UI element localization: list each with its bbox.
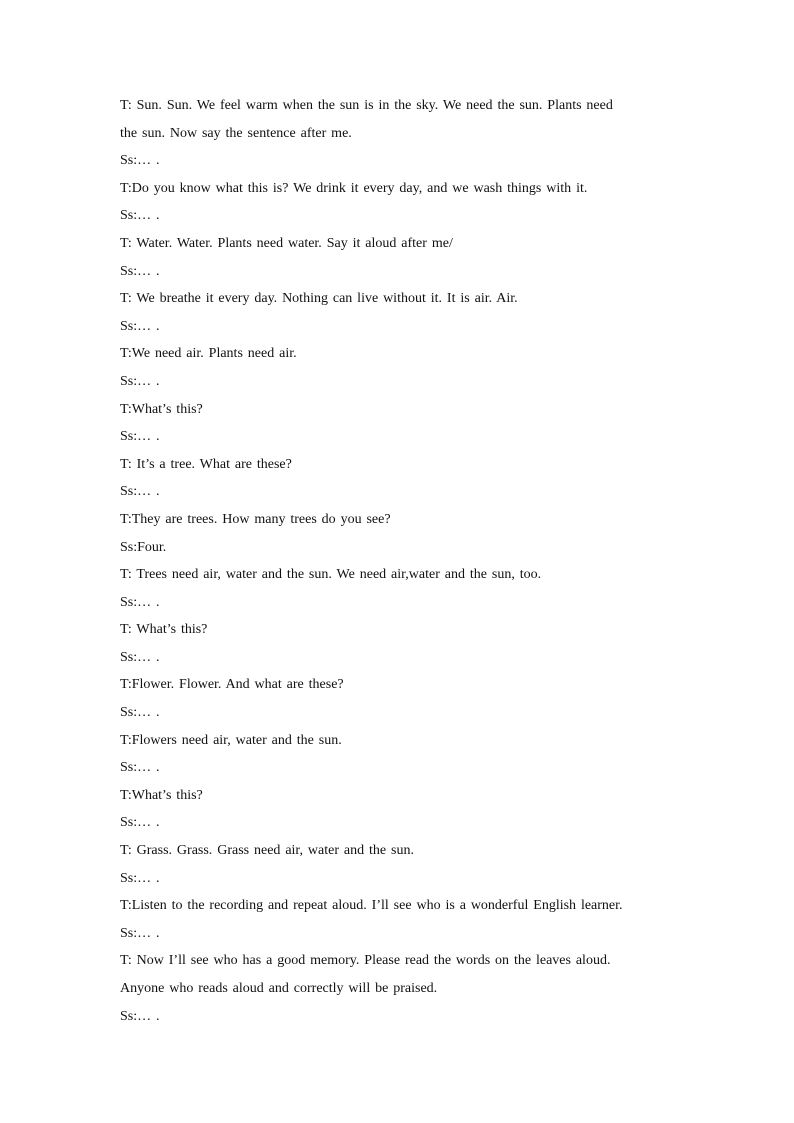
dialogue-line: T:Listen to the recording and repeat aloud. I’ll see who is a wonderful English learner. [120, 898, 623, 914]
dialogue-line: Ss:… . [120, 153, 160, 169]
dialogue-line: Ss:… . [120, 208, 160, 224]
dialogue-line: Ss:… . [120, 649, 160, 665]
dialogue-line: T: Grass. Grass. Grass need air, water and the sun. [120, 843, 414, 859]
dialogue-line: T:What’s this? [120, 787, 203, 803]
dialogue-line: Ss:… . [120, 373, 160, 389]
dialogue-line: T: Trees need air, water and the sun. We need air,water and the sun, too. [120, 567, 542, 583]
dialogue-line: Anyone who reads aloud and correctly will be praised. [120, 981, 438, 996]
dialogue-line: T: Now I’ll see who has a good memory. Please read the words on the leaves aloud. [120, 953, 611, 969]
dialogue-line: T:What’s this? [120, 401, 203, 417]
dialogue-line: Ss:Four. [120, 539, 167, 555]
dialogue-line: Ss:… . [120, 484, 160, 500]
dialogue-line: T:Flower. Flower. And what are these? [120, 677, 344, 693]
dialogue-line: Ss:… . [120, 760, 160, 776]
dialogue-line: Ss:… . [120, 870, 160, 886]
dialogue-line: Ss:… . [120, 594, 160, 610]
dialogue-line: T:Do you know what this is? We drink it every day, and we wash things with it. [120, 180, 588, 196]
dialogue-line: T: Sun. Sun. We feel warm when the sun is in the sky. We need the sun. Plants need [120, 98, 613, 113]
dialogue-line: Ss:… . [120, 705, 160, 721]
dialogue-line: T:Flowers need air, water and the sun. [120, 732, 342, 748]
dialogue-line: Ss:… . [120, 815, 160, 831]
dialogue-line: T:They are trees. How many trees do you see? [120, 511, 391, 527]
dialogue-line: T: We breathe it every day. Nothing can live without it. It is air. Air. [120, 291, 518, 307]
dialogue-line: T: It’s a tree. What are these? [120, 456, 292, 472]
dialogue-line: the sun. Now say the sentence after me. [120, 125, 352, 141]
dialogue-line: Ss:… . [120, 429, 160, 445]
dialogue-line: T: What’s this? [120, 622, 208, 638]
dialogue-line: Ss:… . [120, 925, 160, 941]
dialogue-line: Ss:… . [120, 318, 160, 334]
dialogue-line: T: Water. Water. Plants need water. Say it aloud after me/ [120, 235, 453, 251]
dialogue-text [120, 92, 680, 1030]
dialogue-line: Ss:… . [120, 1008, 160, 1024]
dialogue-line: T:We need air. Plants need air. [120, 346, 297, 362]
dialogue-line: Ss:… . [120, 263, 160, 279]
